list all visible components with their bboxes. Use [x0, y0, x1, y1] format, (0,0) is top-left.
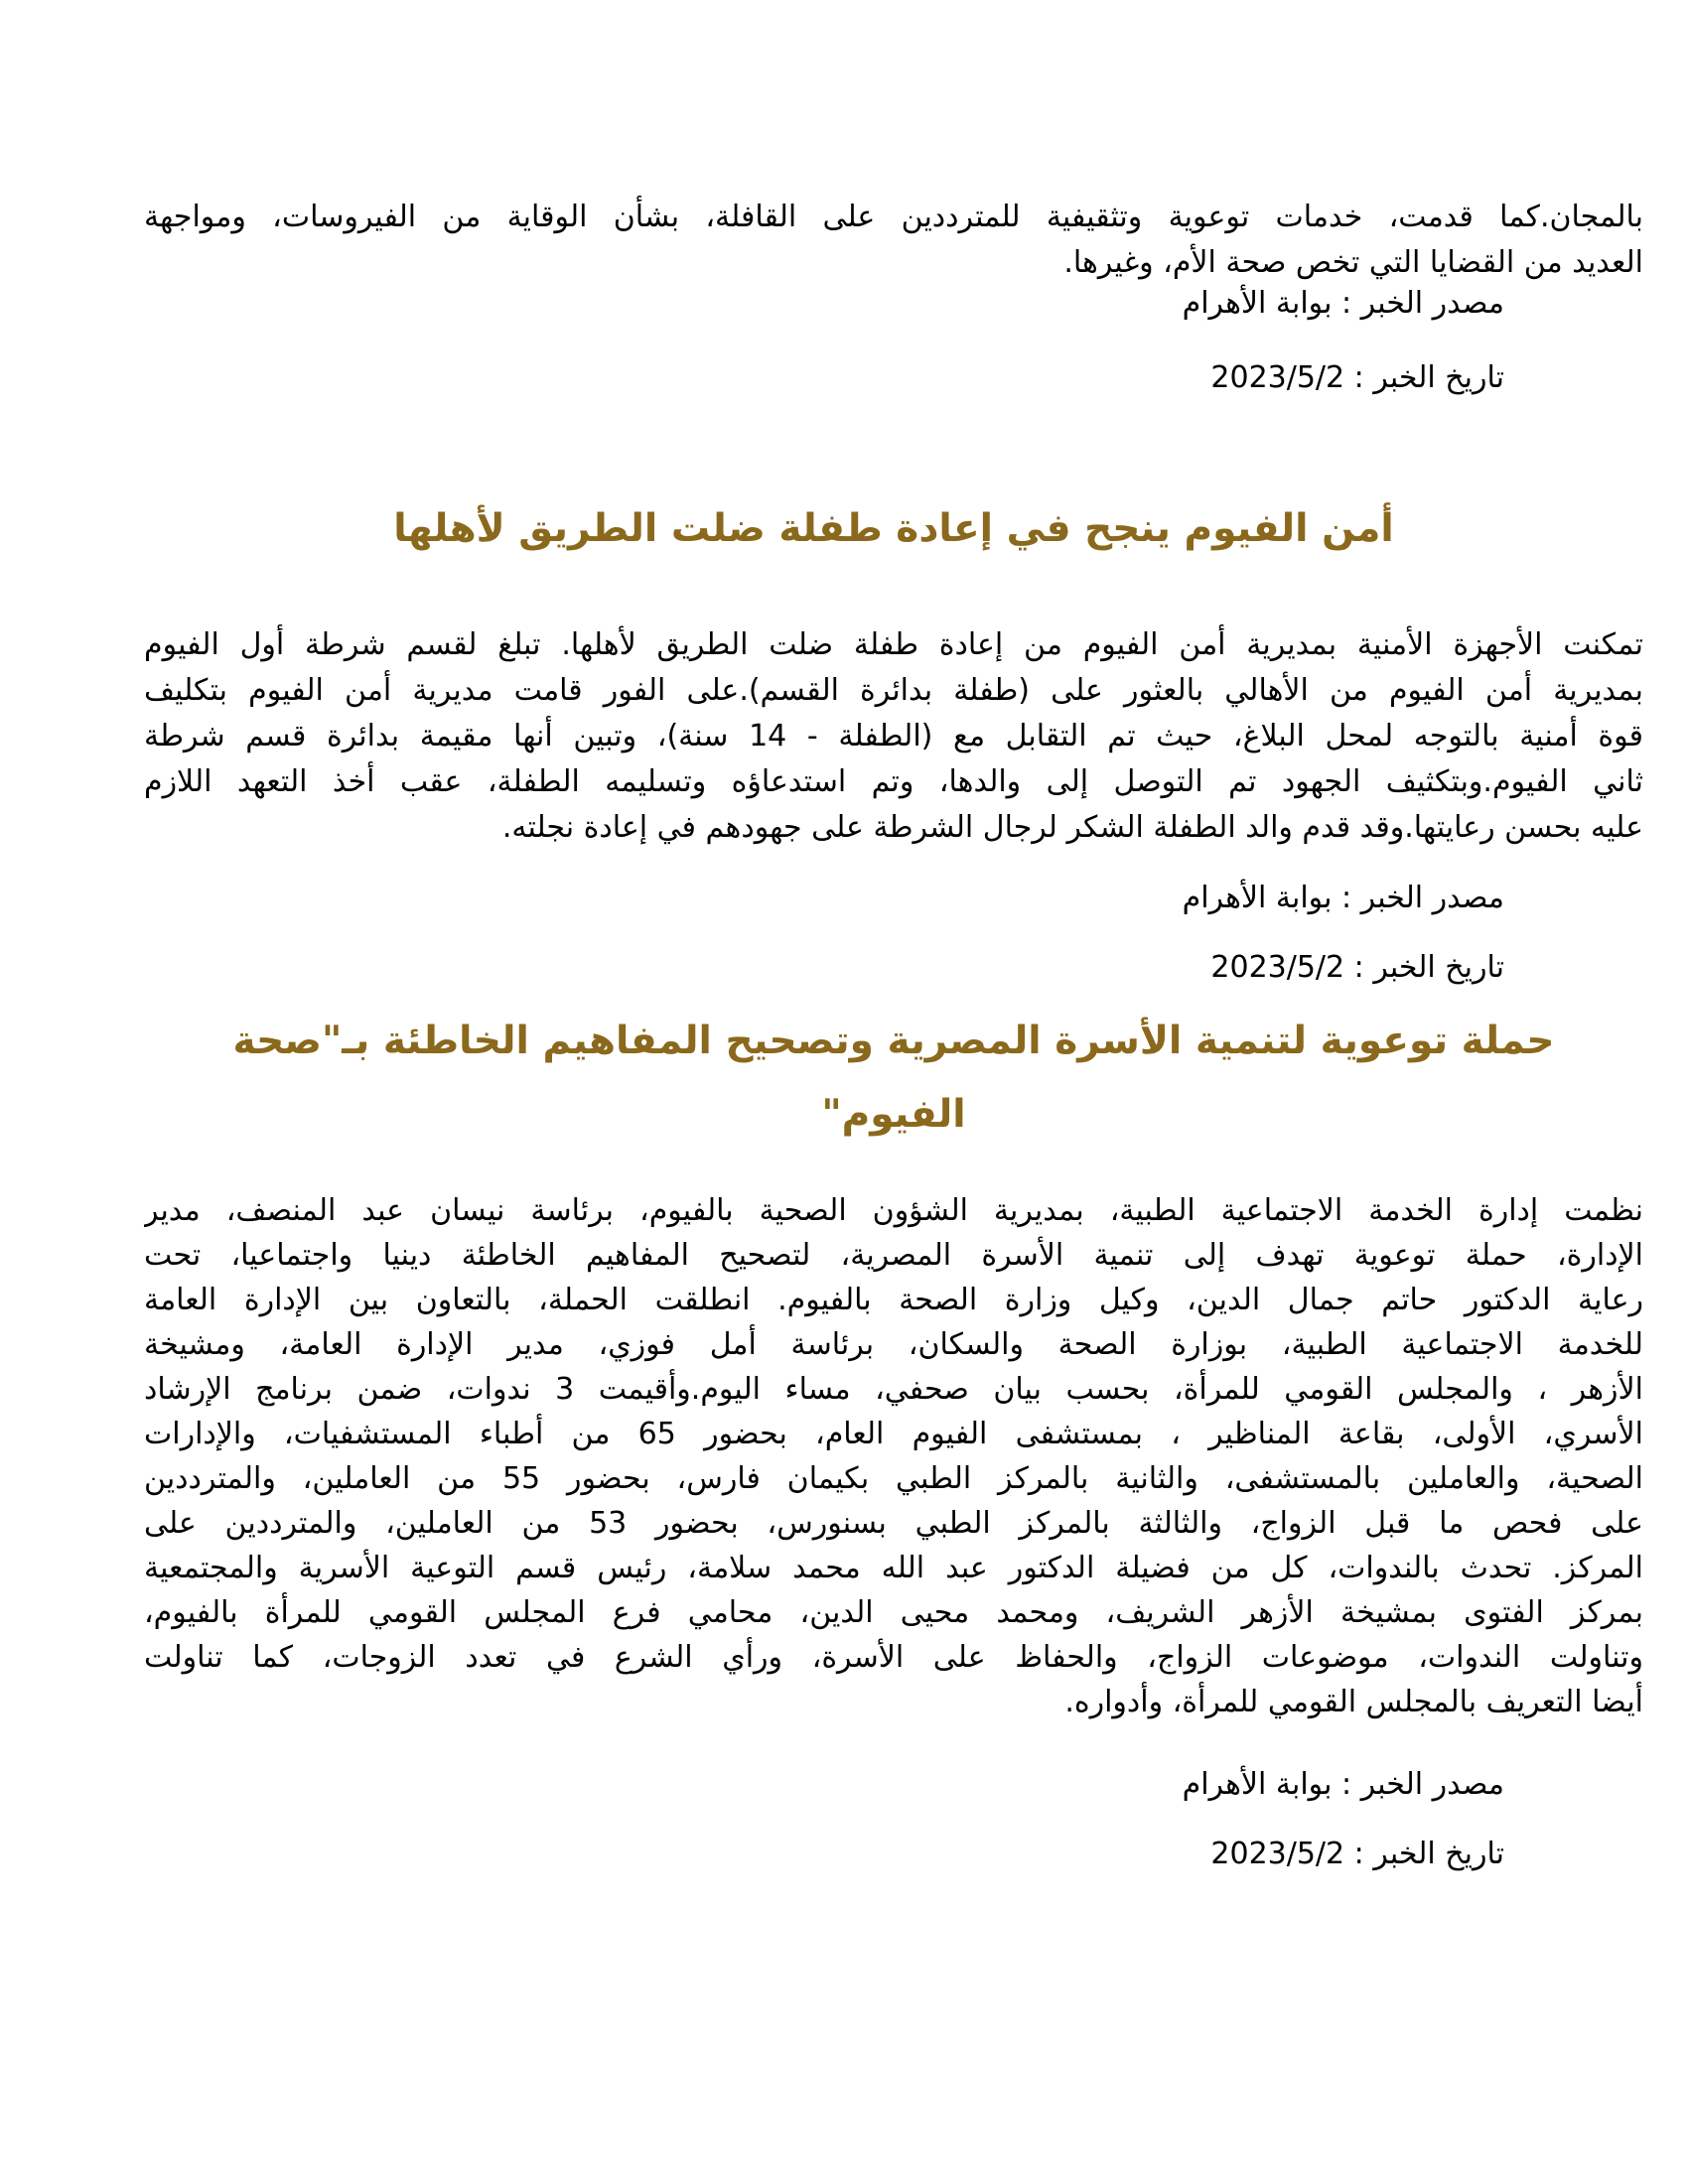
paragraph-line: نظمت إدارة الخدمة الاجتماعية الطبية، بمديرية الشؤون الصحية بالفيوم، برئاسة نيسان عبد المنصف، مدير [144, 1193, 1643, 1228]
news-source-line: مصدر الخبر : بوابة الأهرام [1182, 881, 1504, 915]
paragraph-line: عليه بحسن رعايتها.وقد قدم والد الطفلة الشكر لرجال الشرطة على جهودهم في إعادة نجلته. [501, 810, 1643, 845]
article-1-paragraph [144, 622, 1643, 851]
paragraph-line: الصحية، والعاملين بالمستشفى، والثانية بالمركز الطبي بكيمان فارس، بحضور 55 من العاملين، والمترددين [144, 1461, 1643, 1496]
paragraph-line: تمكنت الأجهزة الأمنية بمديرية أمن الفيوم من إعادة طفلة ضلت الطريق لأهلها. تبلغ لقسم شرطة أول الفيوم [144, 627, 1643, 662]
news-source-line: مصدر الخبر : بوابة الأهرام [1182, 286, 1504, 321]
paragraph-line: بمديرية أمن الفيوم من الأهالي بالعثور على (طفلة بدائرة القسم).على الفور قامت مديرية أمن الفيوم بتكليف [144, 673, 1643, 708]
news-date-line: تاريخ الخبر : 2023/5/2 [1210, 1837, 1504, 1871]
news-source-line: مصدر الخبر : بوابة الأهرام [1182, 1767, 1504, 1802]
news-date-line: تاريخ الخبر : 2023/5/2 [1210, 360, 1504, 395]
paragraph-line: وتناولت الندوات، موضوعات الزواج، والحفاظ على الأسرة، ورأي الشرع في تعدد الزوجات، كما تناولت [144, 1640, 1643, 1675]
article-2-paragraph [144, 1188, 1643, 1724]
article-2-title-line: حملة توعوية لتنمية الأسرة المصرية وتصحيح المفاهيم الخاطئة بـ"صحة [232, 1019, 1555, 1063]
article-1-title: أمن الفيوم ينجح في إعادة طفلة ضلت الطريق لأهلها [393, 506, 1394, 551]
paragraph-line: المركز. تحدث بالندوات، كل من فضيلة الدكتور عبد الله محمد سلامة، رئيس قسم التوعية الأسرية والمجتمعية [144, 1551, 1643, 1585]
article-0-paragraph [144, 195, 1643, 286]
paragraph-line: العديد من القضايا التي تخص صحة الأم، وغيرها. [1063, 245, 1643, 280]
paragraph-line: الأسري، الأولى، بقاعة المناظير ، بمستشفى الفيوم العام، بحضور 65 من أطباء المستشفيات، والإدارات [144, 1417, 1643, 1451]
paragraph-line: أيضا التعريف بالمجلس القومي للمرأة، وأدواره. [1064, 1685, 1643, 1719]
paragraph-line: ثاني الفيوم.وبتكثيف الجهود تم التوصل إلى والدها، وتم استدعاؤه وتسليمه الطفلة، عقب أخذ التعهد اللازم [144, 764, 1643, 799]
paragraph-line: الإدارة، حملة توعوية تهدف إلى تنمية الأسرة المصرية، لتصحيح المفاهيم الخاطئة دينيا واجتماعيا، تحت [144, 1238, 1643, 1273]
article-2-title [144, 1005, 1643, 1152]
paragraph-line: رعاية الدكتور حاتم جمال الدين، وكيل وزارة الصحة بالفيوم. انطلقت الحملة، بالتعاون بين الإدارة العامة [144, 1283, 1643, 1317]
news-date-line: تاريخ الخبر : 2023/5/2 [1210, 950, 1504, 985]
paragraph-line: قوة أمنية بالتوجه لمحل البلاغ، حيث تم التقابل مع (الطفلة - 14 سنة)، وتبين أنها مقيمة بدائرة قسم شرطة [144, 719, 1643, 753]
paragraph-line: على فحص ما قبل الزواج، والثالثة بالمركز الطبي بسنورس، بحضور 53 من العاملين، والمترددين على [144, 1506, 1643, 1541]
paragraph-line: الأزهر ، والمجلس القومي للمرأة، بحسب بيان صحفي، مساء اليوم.وأقيمت 3 ندوات، ضمن برنامج الإرشاد [144, 1372, 1643, 1407]
article-2-title-line: الفيوم" [821, 1092, 966, 1137]
paragraph-line: بمركز الفتوى بمشيخة الأزهر الشريف، ومحمد محيى الدين، محامي فرع المجلس القومي للمرأة بالفيوم، [144, 1595, 1643, 1630]
paragraph-line: للخدمة الاجتماعية الطبية، بوزارة الصحة والسكان، برئاسة أمل فوزي، مدير الإدارة العامة، ومشيخة [144, 1327, 1643, 1362]
paragraph-line: بالمجان.كما قدمت، خدمات توعوية وتثقيفية للمترددين على القافلة، بشأن الوقاية من الفيروسات، ومواجهة [144, 200, 1643, 234]
